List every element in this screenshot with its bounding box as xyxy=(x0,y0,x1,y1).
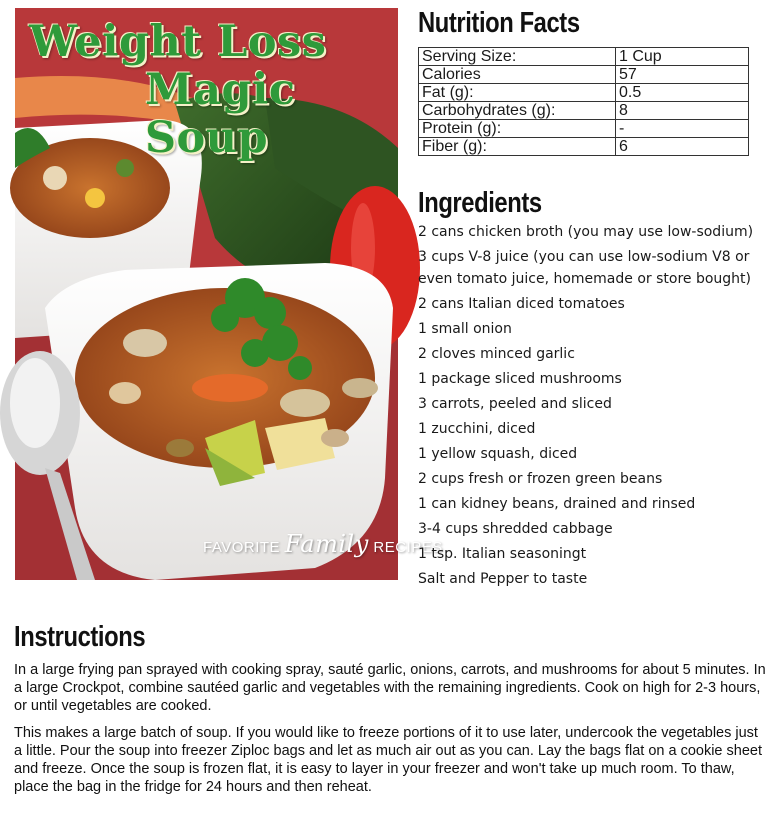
table-row xyxy=(419,48,749,66)
table-row xyxy=(419,138,749,156)
nutrition-label: Calories xyxy=(419,66,616,84)
nutrition-table xyxy=(418,47,749,156)
list-item: 2 cloves minced garlic xyxy=(418,346,575,362)
list-item: 1 tsp. Italian seasoningt xyxy=(418,546,587,562)
instructions-heading: Instructions xyxy=(14,621,146,653)
photo-title-line2: Magic Soup xyxy=(145,65,296,163)
watermark-post: RECIPES xyxy=(373,539,443,556)
photo-watermark xyxy=(203,530,443,558)
list-item: 3 carrots, peeled and sliced xyxy=(418,396,612,412)
list-item: 2 cans Italian diced tomatoes xyxy=(418,296,625,312)
ingredients-list xyxy=(418,221,753,593)
watermark-pre: FAVORITE xyxy=(203,539,281,556)
ingredients-heading: Ingredients xyxy=(418,187,542,219)
nutrition-label: Protein (g): xyxy=(419,120,616,138)
nutrition-value: 57 xyxy=(616,66,749,84)
nutrition-value: 0.5 xyxy=(616,84,749,102)
nutrition-value: 6 xyxy=(616,138,749,156)
list-item: 3-4 cups shredded cabbage xyxy=(418,521,613,537)
photo-title-line1: Weight Loss xyxy=(29,17,327,67)
table-row xyxy=(419,120,749,138)
nutrition-value: 8 xyxy=(616,102,749,120)
list-item: 1 yellow squash, diced xyxy=(418,446,578,462)
list-item: 1 small onion xyxy=(418,321,512,337)
list-item: Salt and Pepper to taste xyxy=(418,571,588,587)
table-row xyxy=(419,102,749,120)
nutrition-heading: Nutrition Facts xyxy=(418,7,580,39)
table-row xyxy=(419,84,749,102)
nutrition-label: Serving Size: xyxy=(419,48,616,66)
instructions-body xyxy=(14,661,766,805)
list-item: 1 can kidney beans, drained and rinsed xyxy=(418,496,696,512)
nutrition-value: 1 Cup xyxy=(616,48,749,66)
watermark-script: Family xyxy=(284,530,369,558)
nutrition-label: Fat (g): xyxy=(419,84,616,102)
list-item: 2 cups fresh or frozen green beans xyxy=(418,471,663,487)
list-item: 2 cans chicken broth (you may use low-sodium) xyxy=(418,224,754,240)
nutrition-label: Carbohydrates (g): xyxy=(419,102,616,120)
list-item: 1 zucchini, diced xyxy=(418,421,536,437)
nutrition-value: - xyxy=(616,120,749,138)
nutrition-label: Fiber (g): xyxy=(419,138,616,156)
photo-title xyxy=(25,18,395,162)
list-item: 1 package sliced mushrooms xyxy=(418,371,622,387)
recipe-photo xyxy=(15,8,443,580)
list-item: 3 cups V-8 juice (you can use low-sodium V8 or even tomato juice, homemade or store bought) xyxy=(418,249,751,287)
instruction-paragraph: In a large frying pan sprayed with cooking spray, sauté garlic, onions, carrots, and mushrooms for about 5 minutes. In a large Crockpot, combine sautéed garlic and vegetables with the remaining ingredients. Cook on high for 2-3 hours, or until vegetables are cooked. xyxy=(14,662,766,714)
instruction-paragraph: This makes a large batch of soup. If you would like to freeze portions of it to use later, undercook the vegetables just a little. Pour the soup into freezer Ziploc bags and let as much air out as you can. Lay the bags flat on a cookie sheet and freeze. Once the soup is frozen flat, it is easy to layer in your freezer and won't take up much room. To thaw, place the bag in the fridge for 24 hours and then reheat. xyxy=(14,725,762,795)
table-row xyxy=(419,66,749,84)
